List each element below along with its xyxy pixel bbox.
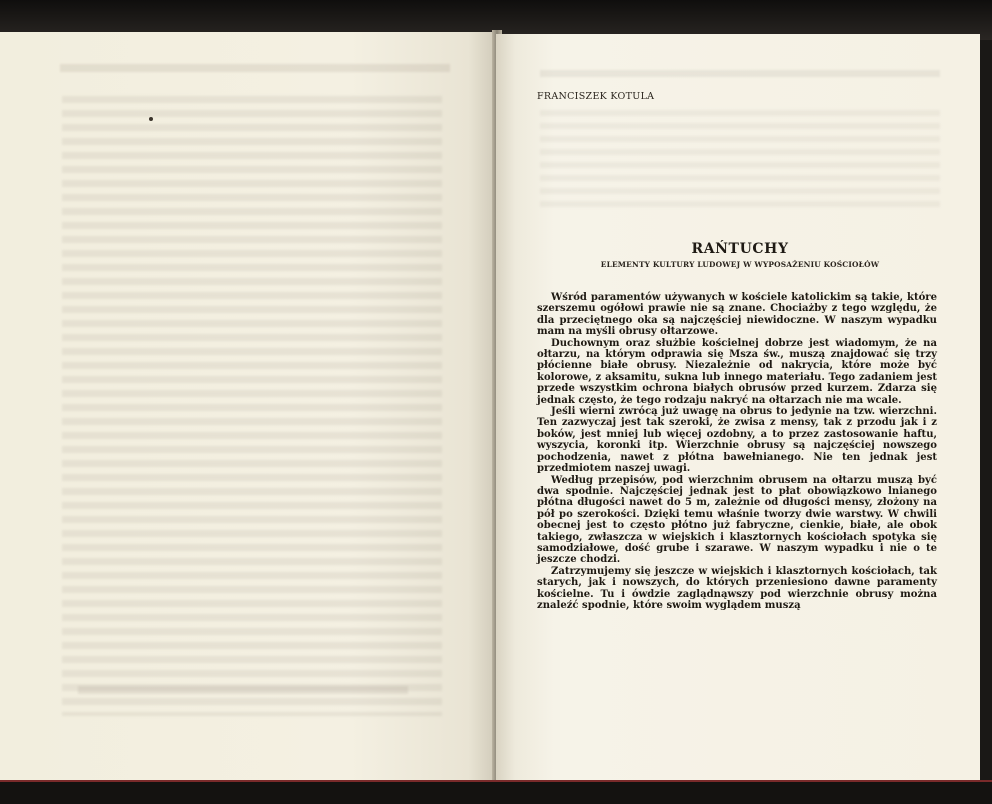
background-bottom-band	[0, 782, 992, 804]
article-subtitle: ELEMENTY KULTURY LUDOWEJ W WYPOSAŻENIU KOŚCIOŁÓW	[600, 260, 880, 269]
paragraph: Zatrzymujemy się jeszcze w wiejskich i klasztornych kościołach, tak starych, jak i nowszych, do których przeniesiono dawne paramenty kościelne. Tu i ówdzie zaglądnąwszy pod wierzchnie obrusy można znaleźć spodnie, które swoim wyglądem muszą	[537, 565, 937, 611]
left-page-faint-text	[62, 96, 442, 716]
paragraph: Wśród paramentów używanych w kościele katolickim są takie, które szerszemu ogółowi prawie nie są znane. Chociażby z tego względu, że dla przeciętnego oka są najczęściej niewidoczne. W naszym wypadku mam na myśli obrusy ołtarzowe.	[537, 292, 937, 338]
left-page-faint-footnote	[78, 686, 408, 694]
paragraph: Jeśli wierni zwrócą już uwagę na obrus to jedynie na tzw. wierzchni. Ten zazwyczaj jest tak szeroki, że zwisa z mensy, tak z przodu jak i z boków, jest mniej lub więcej ozdobny, a to przez zastosowanie haftu, wyszycia, koronki itp. Wierzchnie obrusy są najczęściej nowszego pochodzenia, nawet z płótna bawełnianego. Nie ten jednak jest przedmiotem naszej uwagi.	[537, 406, 937, 475]
article-body	[537, 292, 937, 611]
paragraph: Według przepisów, pod wierzchnim obrusem na ołtarzu muszą być dwa spodnie. Najczęściej jednak jest to płat obowiązkowo lnianego płótna długości nawet do 5 m, zależnie od długości mensy, złożony na pół po szerokości. Dzięki temu właśnie tworzy dwie warstwy. W chwili obecnej jest to często płótno już fabryczne, cienkie, białe, ale obok takiego, zwłaszcza w wiejskich i klasztornych kościołach spotyka się samodziałowe, dość grube i szarawe. W naszym wypadku i nie o te jeszcze chodzi.	[537, 474, 937, 566]
left-page-faint-header	[60, 64, 450, 72]
ink-dot	[149, 117, 153, 121]
article-title: RAŃTUCHY	[691, 241, 789, 257]
running-head-author: FRANCISZEK KOTULA	[537, 91, 655, 102]
right-page-bleed-through	[540, 110, 940, 210]
paragraph: Duchownym oraz służbie kościelnej dobrze jest wiadomym, że na ołtarzu, na którym odprawia się Msza św., muszą znajdować się trzy płócienne białe obrusy. Niezależnie od nakrycia, które może być kolorowe, z aksamitu, sukna lub innego materiału. Tego zadaniem jest przede wszystkim ochrona białych obrusów przed kurzem. Zdarza się jednak często, że tego rodzaju nakryć na ołtarzach nie ma wcale.	[537, 337, 937, 406]
right-page-faint-header	[540, 70, 940, 77]
